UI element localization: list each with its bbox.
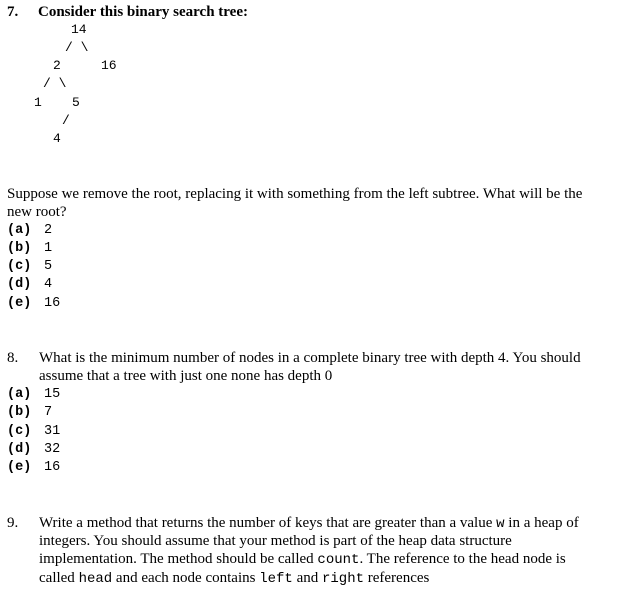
q9-line3 xyxy=(39,550,566,569)
q7-option-value: 4 xyxy=(44,277,53,292)
q7-question-line2: new root? xyxy=(7,204,67,220)
q9-text: and each node contains xyxy=(112,570,260,586)
tree-node-5: 5 xyxy=(72,95,80,110)
q8-option-value: 16 xyxy=(44,460,61,475)
q9-code-right: right xyxy=(321,571,364,587)
q9-number: 9. xyxy=(7,515,19,531)
q8-option-label: (e) xyxy=(7,460,32,475)
q9-code-w: w xyxy=(496,516,505,532)
q7-option-value: 5 xyxy=(44,259,53,274)
q8-option-label: (d) xyxy=(7,442,32,457)
q8-option-value: 31 xyxy=(44,424,61,439)
q9-line4 xyxy=(39,569,429,588)
q7-option-value: 2 xyxy=(44,223,53,238)
q9-text: references xyxy=(364,570,430,586)
q7-option-label: (a) xyxy=(7,223,32,238)
q9-line2: integers. You should assume that your method is part of the heap data structure xyxy=(39,533,512,549)
tree-node-14: 14 xyxy=(71,22,87,37)
q8-line1: What is the minimum number of nodes in a complete binary tree with depth 4. You should xyxy=(39,350,581,366)
q8-number: 8. xyxy=(7,350,19,366)
q8-option-value: 15 xyxy=(44,387,61,402)
q9-line1 xyxy=(39,514,579,533)
q7-option-label: (b) xyxy=(7,241,32,256)
q7-heading: Consider this binary search tree: xyxy=(38,4,248,20)
tree-node-1: 1 xyxy=(34,95,42,110)
q7-question-line1: Suppose we remove the root, replacing it with something from the left subtree. What will be the xyxy=(7,186,583,202)
tree-edge-5: / xyxy=(62,113,70,128)
q7-option-label: (e) xyxy=(7,296,32,311)
q9-text: called xyxy=(39,570,79,586)
tree-node-16: 16 xyxy=(101,58,117,73)
tree-node-2: 2 xyxy=(53,58,61,73)
q8-option-value: 32 xyxy=(44,442,61,457)
q8-line2: assume that a tree with just one none has depth 0 xyxy=(39,368,333,384)
q7-number: 7. xyxy=(7,4,19,20)
tree-edge-2: / \ xyxy=(43,76,67,91)
q9-text: . The reference to the head node is xyxy=(359,551,566,567)
q9-text: Write a method that returns the number of keys that are greater than a value xyxy=(39,515,497,531)
q9-code-left: left xyxy=(259,571,293,587)
tree-node-4: 4 xyxy=(53,131,61,146)
q9-text: in a heap of xyxy=(504,515,579,531)
q7-option-value: 1 xyxy=(44,241,53,256)
q7-option-value: 16 xyxy=(44,296,61,311)
tree-edge-root: / \ xyxy=(65,40,89,55)
q9-text: and xyxy=(292,570,322,586)
q9-code-head: head xyxy=(78,571,113,587)
q8-option-label: (a) xyxy=(7,387,32,402)
q8-option-label: (c) xyxy=(7,424,32,439)
q8-option-value: 7 xyxy=(44,405,53,420)
q9-code-count: count xyxy=(317,552,360,568)
q9-text: implementation. The method should be called xyxy=(39,551,318,567)
q7-option-label: (c) xyxy=(7,259,32,274)
q7-option-label: (d) xyxy=(7,277,32,292)
q8-option-label: (b) xyxy=(7,405,32,420)
